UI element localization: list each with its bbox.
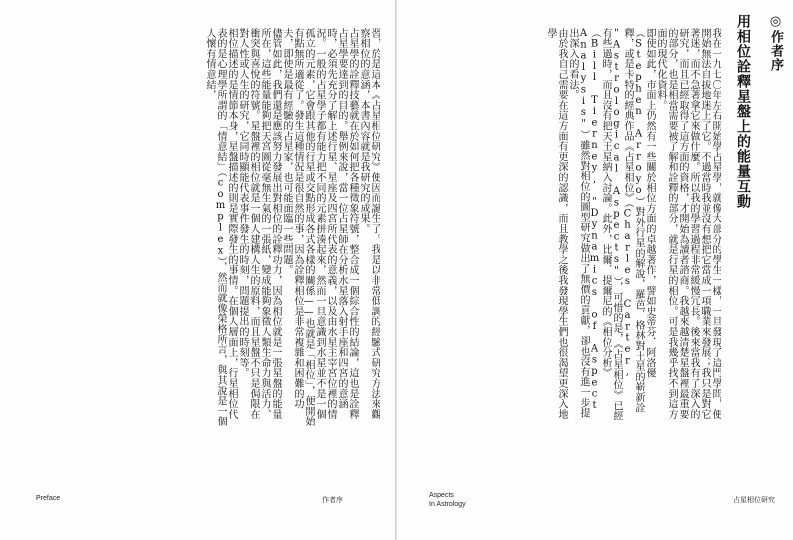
- footer-english-title: Aspects: [429, 492, 454, 499]
- right-page: [397, 0, 793, 540]
- left-body-text: [20, 28, 380, 428]
- paragraph: 由於我自己需要在這方面有更深的認識，而且教學之後我發現學生們也很渴望更深入地學: [545, 28, 567, 420]
- footer-section-chinese: 作者序: [322, 497, 343, 504]
- left-page: [0, 0, 396, 540]
- footer-english-subtitle: In Astrology: [429, 501, 466, 508]
- paragraph: 習，於是這本《占星相位研究》便因而誕生了。我是以非常低調的經驗式研究方法來觀察相位的意涵，本書內容就是我研究的成果。: [358, 28, 380, 420]
- paragraph: 相位描述的是情節本身，星盤描述的則是實際發生的事情。在個人層面上，行星相位代表的是心理學所謂的「情意結」（complex），然而就像榮格所言，與其說是一個人懷有情意結，: [204, 28, 237, 427]
- right-body-text: [411, 28, 721, 428]
- section-heading: ◎作者序: [768, 14, 783, 72]
- paragraph: 占星學的詮釋技藝就在於如何把各種徵象符號，整合成一個綜合性的結論，這也是詮釋占星學要達到的目的。舉例來說，當一位占星師在分析水星落入射手座和四宮的意涵時，必須先充分了解上述行星、星座及四宮所代表的意義，以及由水星主宰宮位裡的情況。一般的占星學子都有能力把不同的元素拼湊起來，然而一旦意識到水星並不是一個孤立的元素，它會跟其他的行星或交點形成各式各樣的關係——也就是「相位」，便開始有點無所適從了。發生這種情況是很自然的事，因為詮釋相位是非常複雜和困難的功夫，即使是最有經驗的占星家，也可能面臨一些問題。: [281, 28, 358, 427]
- paragraph: 儘管如此，我們還是應該努力發展出對相位的詮釋功力，因為相位就是一張星盤的能量所在，這些能量能夠把天宮圖從毫無生氣的一張紙，變成能夠象徵人類生命力與活力、衝突與喜悅的符號。星盤裡的相位就是一個人建構人生的原料，而且星盤不只是侷限在對人性或人生的研究，它同時顯能代表事件發生的時刻，問題提出的時刻等。: [237, 28, 281, 420]
- chapter-title: 用相位詮釋星盤上的能量互動: [735, 14, 751, 209]
- footer-book-title: 占星相位研究: [733, 497, 775, 504]
- paragraph: 即使如此，市面上仍然有一些關於相位方面的卓越著作，譬如史蒂芬．阿洛優（Stephen Arroyo）對外行星的解說，羅芭．格林對土星的嶄新詮釋，或是卡特的經典作品《占星相位》（Charles Carter, "Astrological Aspects"），可惜的是，《占星相位》已經有些過時，而且沒有把天王星納入討論。此外，比爾．提爾尼的《相位分析》（Bill Tierney, "Dynamics of Aspect Analysis"）雖然對相位的圖型研究做出了無價的貢獻，卻也沒有進一步提出深入的看法。: [567, 28, 655, 422]
- paragraph: 我在一九七〇年左右開始學占星學，就像大部分的學生一樣，一旦發現了這門學問，便開始無法自拔地迷上了它。不過當時我並沒有想把它當成一項職業來發展；我只是對它著迷，而不急著拿它來做什麼。所以我的學習過程非常緩慢冗長。後來當我有了深入的研究，而且已經取得了這方面的資格，才開始為讀者諮商。我越來越清楚星盤裡最重要的部分，也是相當需要被了解和詮釋的部分，就是行星的相位。可是我幾乎找不到這方面的現代化資料。: [655, 28, 721, 420]
- footer-section-english: Preface: [36, 495, 61, 502]
